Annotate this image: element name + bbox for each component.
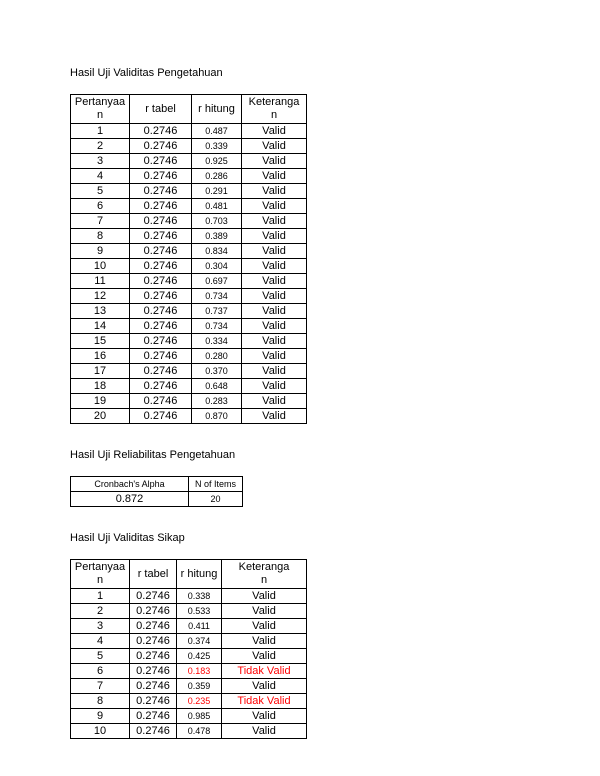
table-row — [71, 319, 307, 334]
cell-r-hitung: 0.411 — [177, 619, 222, 634]
table-row — [71, 154, 307, 169]
cell-r-tabel: 0.2746 — [130, 409, 192, 424]
cell-r-tabel: 0.2746 — [130, 724, 177, 739]
cell-r-hitung: 0.925 — [192, 154, 242, 169]
cell-r-hitung: 0.703 — [192, 214, 242, 229]
table-row — [71, 304, 307, 319]
table-row — [71, 289, 307, 304]
cell-keterangan: Valid — [242, 334, 307, 349]
column-header-r-hitung-label: r hitung — [180, 567, 218, 580]
cell-no: 2 — [71, 139, 130, 154]
table-row — [71, 274, 307, 289]
cell-keterangan: Valid — [242, 379, 307, 394]
cell-r-tabel: 0.2746 — [130, 394, 192, 409]
column-header-r-tabel — [130, 95, 192, 124]
reliabilitas-pengetahuan-table — [70, 476, 243, 507]
cell-r-tabel: 0.2746 — [130, 604, 177, 619]
cell-keterangan: Valid — [242, 169, 307, 184]
table-row — [71, 364, 307, 379]
cell-no: 16 — [71, 349, 130, 364]
section-title-reliabilitas-pengetahuan: Hasil Uji Reliabilitas Pengetahuan — [70, 449, 236, 461]
cell-keterangan: Valid — [242, 364, 307, 379]
cell-r-tabel: 0.2746 — [130, 184, 192, 199]
section-title-validitas-sikap: Hasil Uji Validitas Sikap — [70, 532, 185, 544]
cell-r-tabel: 0.2746 — [130, 169, 192, 184]
column-header-cronbachs-alpha: Cronbach's Alpha — [71, 477, 189, 492]
cell-r-hitung: 0.478 — [177, 724, 222, 739]
cell-r-hitung: 0.235 — [177, 694, 222, 709]
cell-r-hitung: 0.734 — [192, 319, 242, 334]
cell-no: 4 — [71, 634, 130, 649]
cell-keterangan: Valid — [222, 634, 307, 649]
cell-r-tabel: 0.2746 — [130, 709, 177, 724]
cell-no: 5 — [71, 184, 130, 199]
cell-r-tabel: 0.2746 — [130, 649, 177, 664]
cell-r-hitung: 0.870 — [192, 409, 242, 424]
cell-r-hitung: 0.734 — [192, 289, 242, 304]
table-row — [71, 604, 307, 619]
column-header-keterangan-label: Keterangan — [248, 96, 300, 121]
cell-keterangan: Valid — [242, 304, 307, 319]
section-title-validitas-pengetahuan: Hasil Uji Validitas Pengetahuan — [70, 67, 223, 79]
cell-r-hitung: 0.481 — [192, 199, 242, 214]
table-row — [71, 394, 307, 409]
cell-r-tabel: 0.2746 — [130, 289, 192, 304]
cell-r-hitung: 0.359 — [177, 679, 222, 694]
cell-r-hitung: 0.339 — [192, 139, 242, 154]
validitas-sikap-table — [70, 559, 307, 739]
cell-keterangan: Tidak Valid — [222, 664, 307, 679]
table-row — [71, 199, 307, 214]
column-header-r-tabel-label: r tabel — [145, 102, 176, 115]
column-header-pertanyaan-label: Pertanyaan — [74, 561, 126, 586]
cell-r-tabel: 0.2746 — [130, 214, 192, 229]
table-row — [71, 589, 307, 604]
header-row — [71, 560, 307, 589]
cell-r-tabel: 0.2746 — [130, 664, 177, 679]
cell-r-tabel: 0.2746 — [130, 139, 192, 154]
cell-r-tabel: 0.2746 — [130, 304, 192, 319]
cell-r-hitung: 0.389 — [192, 229, 242, 244]
section-validitas-pengetahuan — [70, 67, 600, 424]
section-validitas-sikap — [70, 532, 600, 739]
cell-r-tabel: 0.2746 — [130, 274, 192, 289]
cell-r-tabel: 0.2746 — [130, 199, 192, 214]
cell-no: 6 — [71, 199, 130, 214]
cell-no: 4 — [71, 169, 130, 184]
table-row — [71, 649, 307, 664]
cell-keterangan: Valid — [242, 229, 307, 244]
cell-r-hitung: 0.280 — [192, 349, 242, 364]
cell-keterangan: Valid — [242, 139, 307, 154]
column-header-keterangan-label: Keterangan — [238, 561, 290, 586]
cell-no: 18 — [71, 379, 130, 394]
validitas-pengetahuan-table — [70, 94, 307, 424]
cell-r-hitung: 0.304 — [192, 259, 242, 274]
column-header-r-hitung — [192, 95, 242, 124]
cell-r-tabel: 0.2746 — [130, 619, 177, 634]
cell-keterangan: Valid — [242, 124, 307, 139]
cell-r-tabel: 0.2746 — [130, 589, 177, 604]
cell-r-tabel: 0.2746 — [130, 259, 192, 274]
table-row — [71, 409, 307, 424]
cell-r-hitung: 0.334 — [192, 334, 242, 349]
table-row — [71, 229, 307, 244]
cell-r-tabel: 0.2746 — [130, 634, 177, 649]
table-row — [71, 169, 307, 184]
table-row — [71, 492, 243, 507]
cell-keterangan: Valid — [222, 679, 307, 694]
cell-r-hitung: 0.737 — [192, 304, 242, 319]
table-row — [71, 259, 307, 274]
section-reliabilitas-pengetahuan — [70, 449, 600, 507]
header-row — [71, 477, 243, 492]
cell-keterangan: Valid — [222, 619, 307, 634]
cell-keterangan: Valid — [242, 184, 307, 199]
cell-cronbachs-alpha: 0.872 — [71, 492, 189, 507]
cell-r-hitung: 0.183 — [177, 664, 222, 679]
cell-no: 2 — [71, 604, 130, 619]
cell-keterangan: Valid — [242, 154, 307, 169]
cell-r-hitung: 0.283 — [192, 394, 242, 409]
cell-keterangan: Valid — [242, 289, 307, 304]
cell-no: 6 — [71, 664, 130, 679]
cell-keterangan: Valid — [222, 724, 307, 739]
cell-r-tabel: 0.2746 — [130, 124, 192, 139]
column-header-keterangan — [222, 560, 307, 589]
cell-no: 17 — [71, 364, 130, 379]
cell-r-hitung: 0.425 — [177, 649, 222, 664]
cell-no: 3 — [71, 154, 130, 169]
cell-r-hitung: 0.697 — [192, 274, 242, 289]
cell-no: 9 — [71, 244, 130, 259]
cell-no: 12 — [71, 289, 130, 304]
table-row — [71, 334, 307, 349]
table-row — [71, 634, 307, 649]
cell-no: 20 — [71, 409, 130, 424]
table-row — [71, 124, 307, 139]
cell-r-hitung: 0.370 — [192, 364, 242, 379]
cell-keterangan: Valid — [222, 709, 307, 724]
cell-keterangan: Valid — [242, 319, 307, 334]
column-header-keterangan — [242, 95, 307, 124]
cell-r-hitung: 0.374 — [177, 634, 222, 649]
cell-r-hitung: 0.487 — [192, 124, 242, 139]
cell-r-tabel: 0.2746 — [130, 229, 192, 244]
cell-r-hitung: 0.291 — [192, 184, 242, 199]
cell-keterangan: Tidak Valid — [222, 694, 307, 709]
cell-r-hitung: 0.286 — [192, 169, 242, 184]
cell-no: 10 — [71, 259, 130, 274]
table-row — [71, 244, 307, 259]
column-header-r-hitung-label: r hitung — [198, 102, 235, 115]
cell-keterangan: Valid — [222, 604, 307, 619]
cell-r-hitung: 0.834 — [192, 244, 242, 259]
cell-no: 14 — [71, 319, 130, 334]
table-row — [71, 184, 307, 199]
column-header-r-tabel — [130, 560, 177, 589]
cell-no: 7 — [71, 214, 130, 229]
cell-no: 9 — [71, 709, 130, 724]
cell-r-tabel: 0.2746 — [130, 319, 192, 334]
column-header-pertanyaan — [71, 95, 130, 124]
table-row — [71, 349, 307, 364]
document-page — [70, 67, 600, 739]
cell-r-hitung: 0.533 — [177, 604, 222, 619]
column-header-r-hitung — [177, 560, 222, 589]
cell-keterangan: Valid — [242, 394, 307, 409]
table-row — [71, 694, 307, 709]
cell-no: 5 — [71, 649, 130, 664]
cell-r-tabel: 0.2746 — [130, 364, 192, 379]
cell-no: 1 — [71, 124, 130, 139]
cell-r-hitung: 0.985 — [177, 709, 222, 724]
cell-r-tabel: 0.2746 — [130, 349, 192, 364]
column-header-r-tabel-label: r tabel — [137, 567, 169, 580]
cell-no: 3 — [71, 619, 130, 634]
table-row — [71, 724, 307, 739]
cell-no: 1 — [71, 589, 130, 604]
cell-r-hitung: 0.648 — [192, 379, 242, 394]
table-row — [71, 214, 307, 229]
cell-keterangan: Valid — [242, 244, 307, 259]
column-header-pertanyaan-label: Pertanyaan — [74, 96, 126, 121]
cell-r-hitung: 0.338 — [177, 589, 222, 604]
cell-r-tabel: 0.2746 — [130, 334, 192, 349]
cell-n-of-items: 20 — [189, 492, 243, 507]
cell-no: 11 — [71, 274, 130, 289]
cell-keterangan: Valid — [242, 199, 307, 214]
table-row — [71, 619, 307, 634]
table-row — [71, 709, 307, 724]
cell-no: 8 — [71, 694, 130, 709]
cell-keterangan: Valid — [242, 349, 307, 364]
table-row — [71, 679, 307, 694]
cell-keterangan: Valid — [242, 259, 307, 274]
cell-keterangan: Valid — [242, 409, 307, 424]
cell-no: 15 — [71, 334, 130, 349]
cell-keterangan: Valid — [222, 589, 307, 604]
cell-no: 7 — [71, 679, 130, 694]
table-row — [71, 139, 307, 154]
header-row — [71, 95, 307, 124]
cell-no: 8 — [71, 229, 130, 244]
column-header-n-of-items: N of Items — [189, 477, 243, 492]
column-header-pertanyaan — [71, 560, 130, 589]
table-row — [71, 664, 307, 679]
cell-no: 10 — [71, 724, 130, 739]
cell-r-tabel: 0.2746 — [130, 154, 192, 169]
cell-no: 19 — [71, 394, 130, 409]
cell-keterangan: Valid — [242, 274, 307, 289]
cell-r-tabel: 0.2746 — [130, 244, 192, 259]
cell-keterangan: Valid — [222, 649, 307, 664]
cell-r-tabel: 0.2746 — [130, 679, 177, 694]
cell-r-tabel: 0.2746 — [130, 379, 192, 394]
table-row — [71, 379, 307, 394]
cell-keterangan: Valid — [242, 214, 307, 229]
cell-no: 13 — [71, 304, 130, 319]
cell-r-tabel: 0.2746 — [130, 694, 177, 709]
